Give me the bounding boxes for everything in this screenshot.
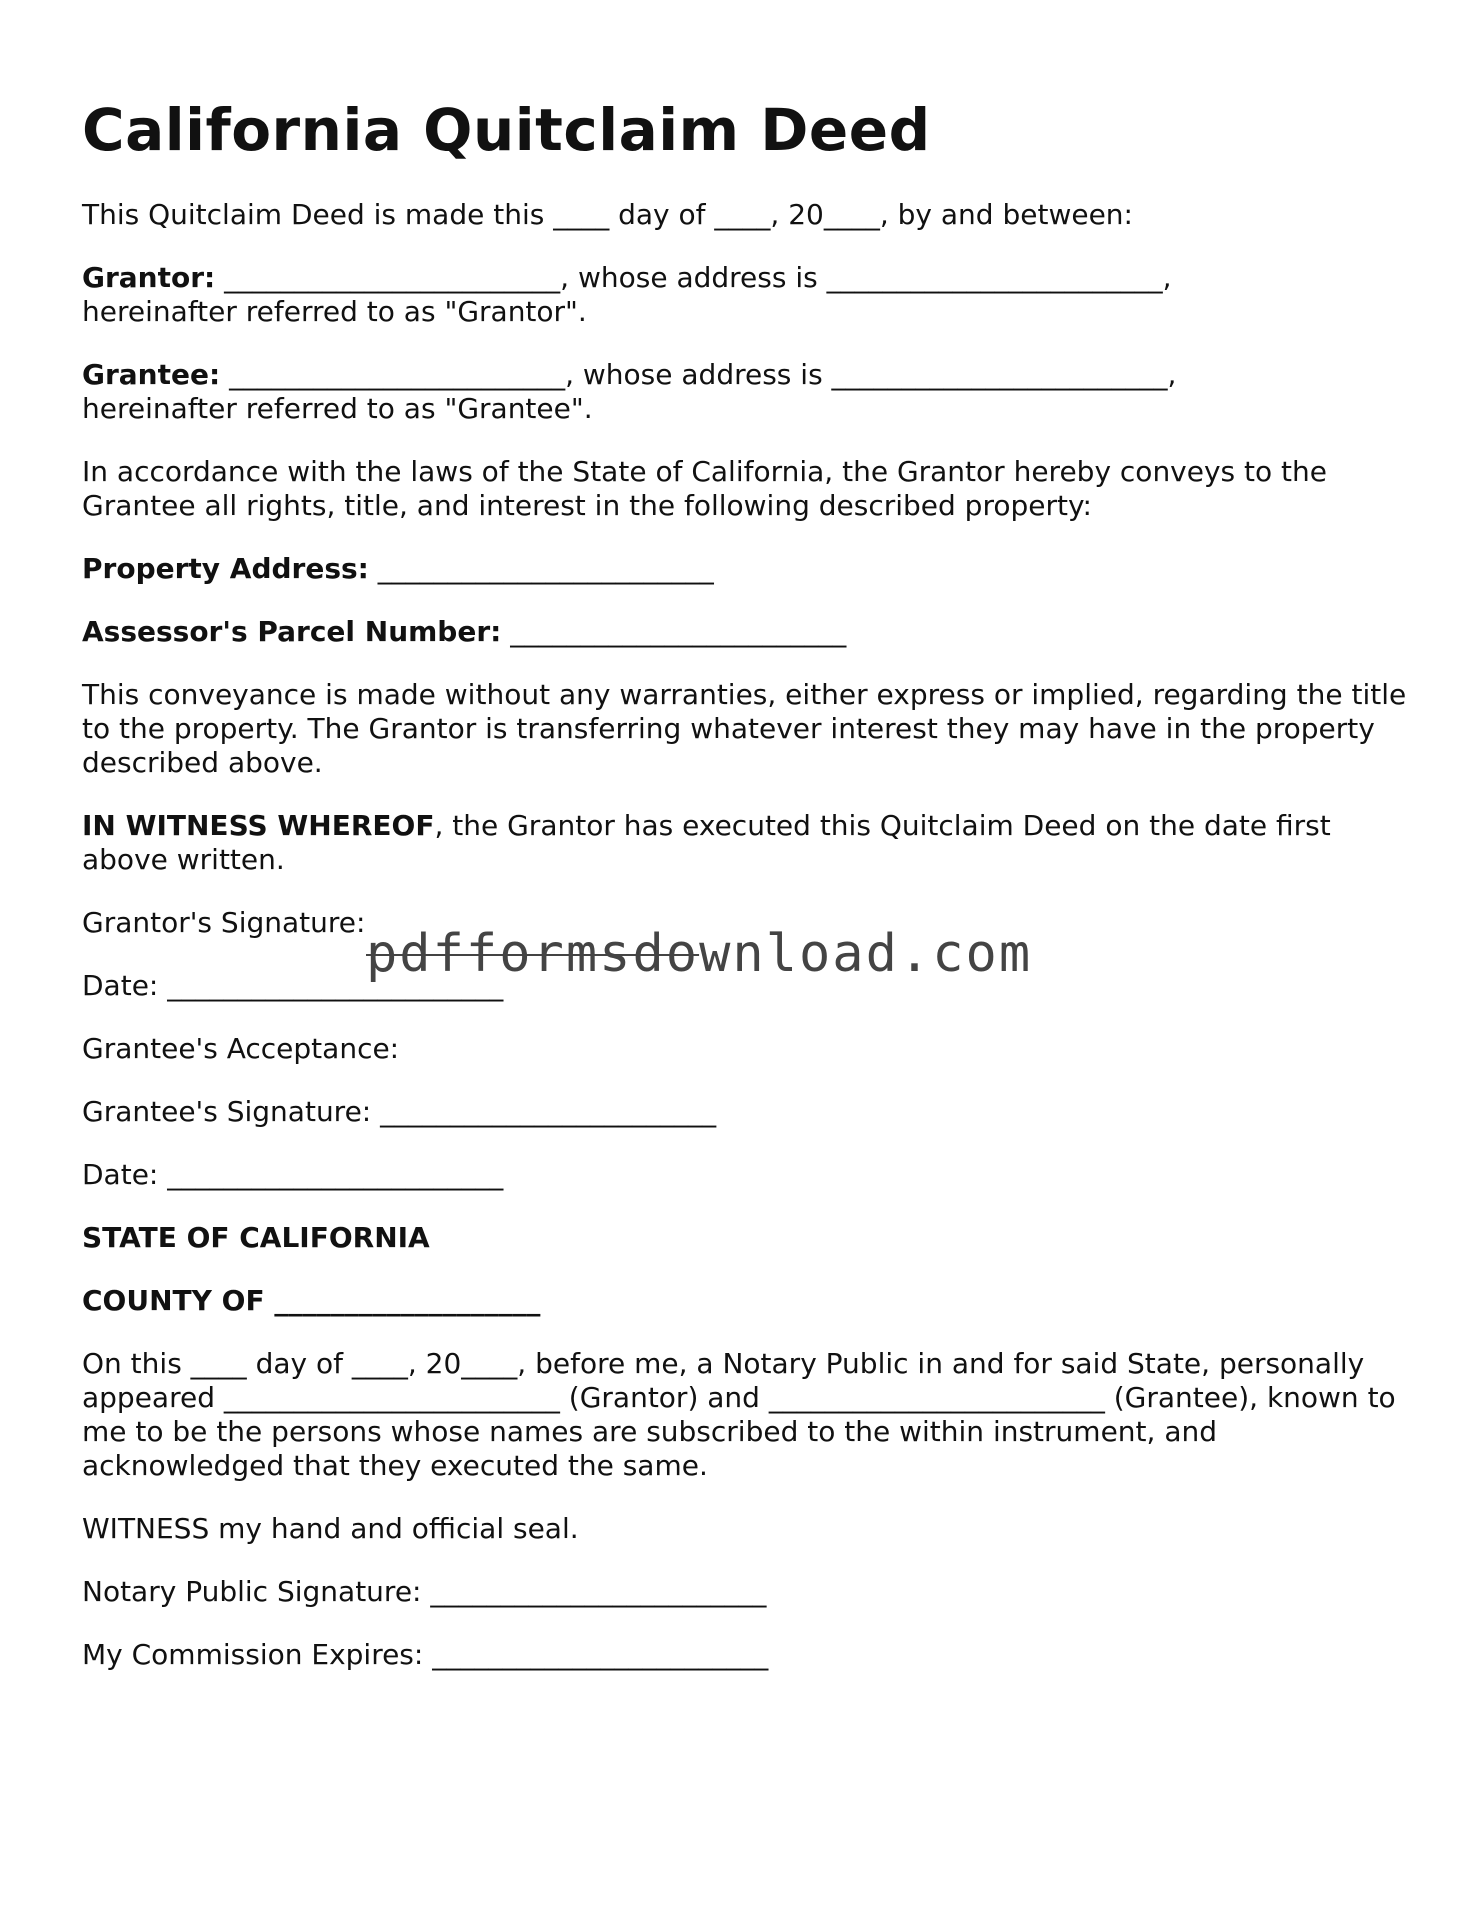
property-address-label: Property Address: [82,551,369,585]
conveyance-paragraph: In accordance with the laws of the State of California, the Grantor hereby conveys to the Grantee all rights, title, and interest in the following described property: [82,454,1328,522]
date-line-2: Date: ________________________ [82,1157,504,1191]
witness-label: IN WITNESS WHEREOF [82,808,435,842]
intro-paragraph: This Quitclaim Deed is made this ____ day of ____, 20____, by and between: [82,197,1133,231]
watermark [366,924,1033,984]
state-heading: STATE OF CALIFORNIA [82,1220,430,1254]
witness-paragraph [82,809,1412,877]
document-title: California Quitclaim Deed [82,96,931,164]
watermark-part-1: pdfformsdo [366,924,700,984]
grantee-label: Grantee: [82,357,221,391]
grantor-ref: hereinafter referred to as "Grantor". [82,294,587,328]
county-heading: COUNTY OF ___________________ [82,1283,541,1317]
notary-paragraph: On this ____ day of ____, 20____, before me, a Notary Public in and for said State, personally appeared ________________________ (Grantor) and ________________________ (Grantee), known to me to be the persons whose names are subscribed to the within instrument, and acknowledged that they executed the same. [82,1346,1396,1482]
witness-seal-line: WITNESS my hand and official seal. [82,1511,579,1545]
witness-text: , the Grantor has executed this Quitclaim Deed on the date first above written. [82,808,1331,876]
property-address-line [82,552,1412,586]
document-page [82,96,1412,1701]
watermark-part-2: wnload.com [699,924,1033,984]
grantee-text: ________________________, whose address is ________________________, [220,357,1177,391]
parcel-number-blank: ________________________ [501,614,847,648]
grantee-paragraph [82,358,1412,426]
commission-expires-line: My Commission Expires: ________________________ [82,1637,769,1671]
grantor-signature-line: Grantor's Signature: [82,905,366,939]
grantee-signature-line: Grantee's Signature: ________________________ [82,1094,717,1128]
property-address-blank: ________________________ [368,551,714,585]
date-line-1: Date: ________________________ [82,968,504,1002]
grantor-label: Grantor: [82,260,216,294]
grantor-text: ________________________, whose address is ________________________, [215,260,1172,294]
grantee-acceptance-line: Grantee's Acceptance: [82,1031,400,1065]
parcel-number-label: Assessor's Parcel Number: [82,614,502,648]
grantor-paragraph [82,261,1412,329]
notary-signature-line: Notary Public Signature: ________________________ [82,1574,767,1608]
grantee-ref: hereinafter referred to as "Grantee". [82,391,593,425]
warranty-paragraph: This conveyance is made without any warranties, either express or implied, regarding the title to the property. The Grantor is transferring whatever interest they may have in the property described above. [82,677,1407,779]
parcel-number-line [82,615,1412,649]
